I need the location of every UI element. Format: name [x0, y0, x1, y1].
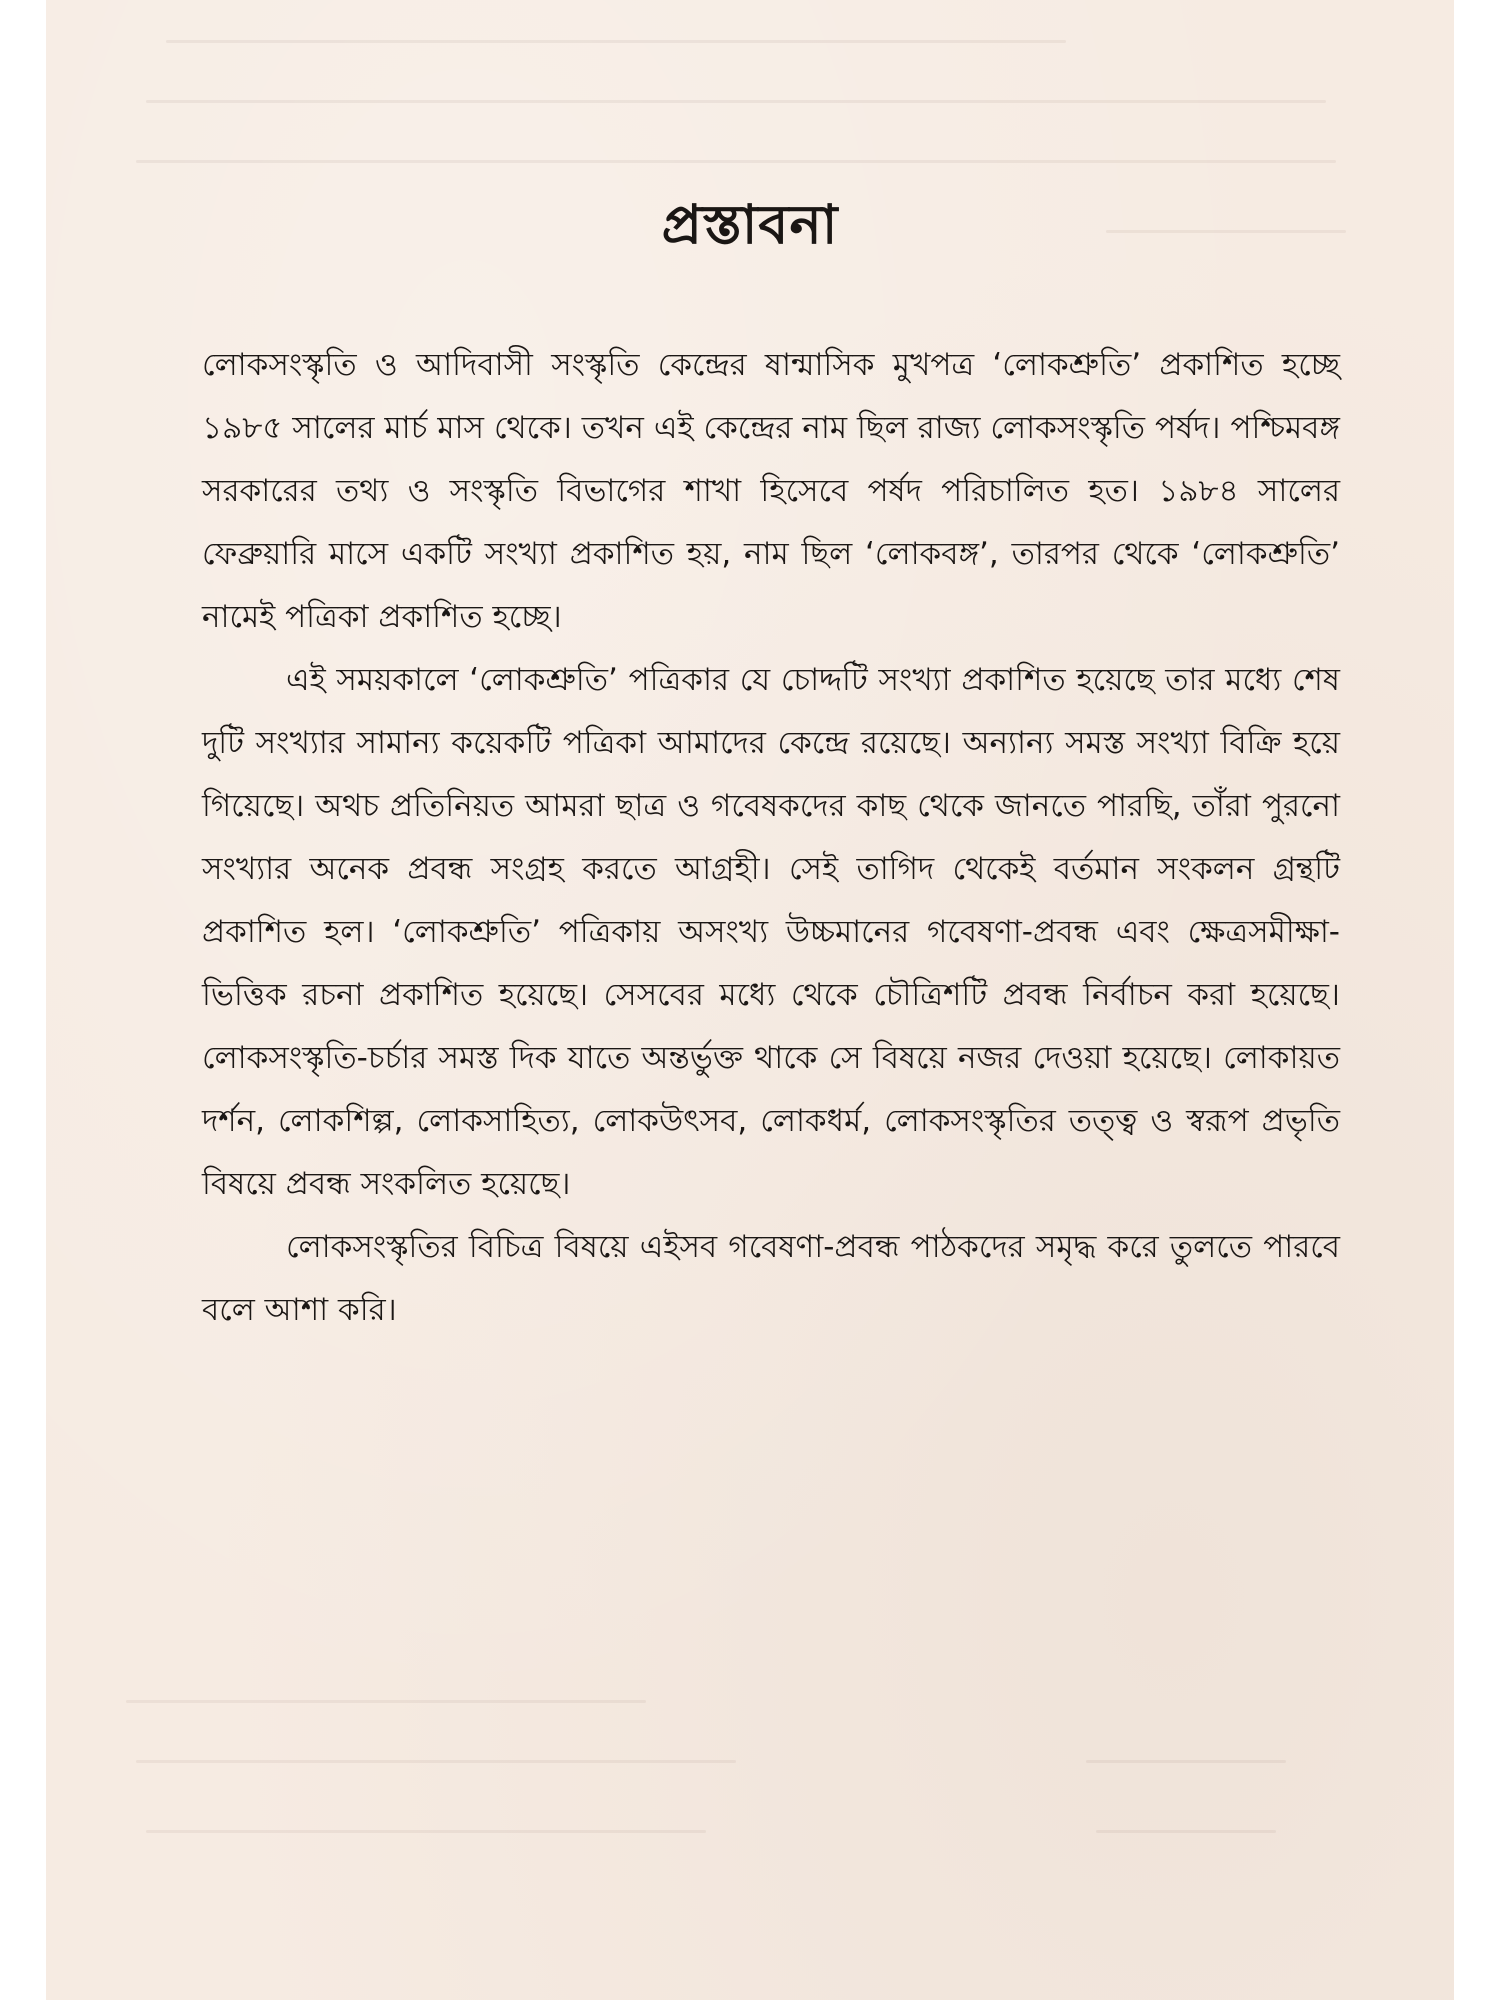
left-margin — [0, 0, 46, 2000]
paragraph-2: এই সময়কালে ‘লোকশ্রুতি’ পত্রিকার যে চোদ্দটি সংখ্যা প্রকাশিত হয়েছে তার মধ্যে শেষ দুটি সংখ্যার সামান্য কয়েকটি পত্রিকা আমাদের কেন্দ্রে রয়েছে। অন্যান্য সমস্ত সংখ্যা বিক্রি হয়ে গিয়েছে। অথচ প্রতিনিয়ত আমরা ছাত্র ও গবেষকদের কাছ থেকে জানতে পারছি, তাঁরা পুরনো সংখ্যার অনেক প্রবন্ধ সংগ্রহ করতে আগ্রহী। সেই তাগিদ থেকেই বর্তমান সংকলন গ্রন্থটি প্রকাশিত হল। ‘লোকশ্রুতি’ পত্রিকায় অসংখ্য উচ্চমানের গবেষণা-প্রবন্ধ এবং ক্ষেত্রসমীক্ষা-ভিত্তিক রচনা প্রকাশিত হয়েছে। সেসবের মধ্যে থেকে চৌত্রিশটি প্রবন্ধ নির্বাচন করা হয়েছে। লোকসংস্কৃতি-চর্চার সমস্ত দিক যাতে অন্তর্ভুক্ত থাকে সে বিষয়ে নজর দেওয়া হয়েছে। লোকায়ত দর্শন, লোকশিল্প, লোকসাহিত্য, লোকউৎসব, লোকধর্ম, লোকসংস্কৃতির তত্ত্ব ও স্বরূপ প্রভৃতি বিষয়ে প্রবন্ধ সংকলিত হয়েছে। — [202, 662, 1340, 1202]
book-page — [46, 0, 1454, 2000]
preface-body — [202, 334, 1340, 1342]
paragraph-3: লোকসংস্কৃতির বিচিত্র বিষয়ে এইসব গবেষণা-প্রবন্ধ পাঠকদের সমৃদ্ধ করে তুলতে পারবে বলে আশা করি। — [202, 1229, 1340, 1328]
right-margin — [1454, 0, 1500, 2000]
page-title: প্রস্তাবনা — [661, 193, 839, 256]
paragraph-1: লোকসংস্কৃতি ও আদিবাসী সংস্কৃতি কেন্দ্রের ষান্মাসিক মুখপত্র ‘লোকশ্রুতি’ প্রকাশিত হচ্ছে ১৯৮৫ সালের মার্চ মাস থেকে। তখন এই কেন্দ্রের নাম ছিল রাজ্য লোকসংস্কৃতি পর্ষদ। পশ্চিমবঙ্গ সরকারের তথ্য ও সংস্কৃতি বিভাগের শাখা হিসেবে পর্ষদ পরিচালিত হত। ১৯৮৪ সালের ফেব্রুয়ারি মাসে একটি সংখ্যা প্রকাশিত হয়, নাম ছিল ‘লোকবঙ্গ’, তারপর থেকে ‘লোকশ্রুতি’ নামেই পত্রিকা প্রকাশিত হচ্ছে। — [202, 347, 1340, 635]
